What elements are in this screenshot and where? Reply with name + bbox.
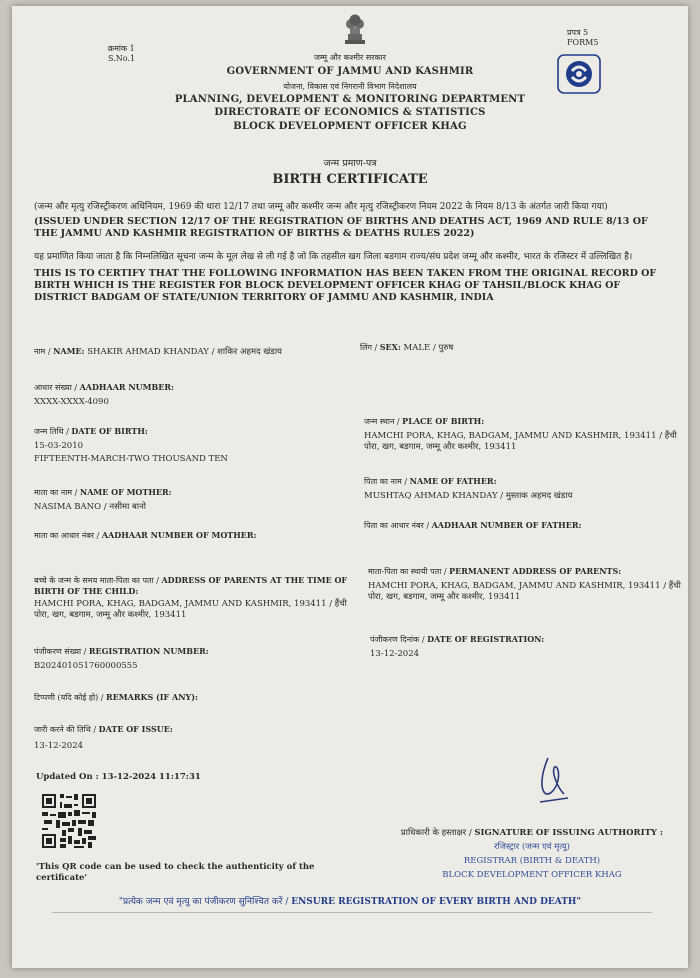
- father-aadhaar-field: पिता का आधार नंबर / AADHAAR NUMBER OF FATHER:: [364, 520, 582, 530]
- govt-hindi: जम्मू और कश्मीर सरकार: [313, 53, 387, 62]
- registrar-title: REGISTRAR (BIRTH & DEATH): [463, 856, 601, 866]
- serial-number: क्रमांक 1 S.No.1: [108, 44, 136, 63]
- certify-text: THIS IS TO CERTIFY THAT THE FOLLOWING INFORMATION HAS BEEN TAKEN FROM THE ORIGINAL RECORD OF BIRTH WHICH IS THE REGISTER FOR BLOCK DEVELOPMENT OFFICER KHAG OF TAHSIL/BLOCK KHAG OF DISTRICT BADGAM OF STATE/UNION TERRITORY OF JAMMU AND KASHMIR, INDIA: [34, 268, 657, 303]
- dob-field: जन्म तिथि / DATE OF BIRTH: 15-03-2010 FIFTEENTH-MARCH-TWO THOUSAND TEN: [34, 426, 228, 464]
- national-emblem-icon: [342, 10, 368, 46]
- footer-slogan: "प्रत्येक जन्म एवं मृत्यु का पंजीकरण सुनिश्चित करें / ENSURE REGISTRATION OF EVERY BIRTH AND DEATH": [118, 897, 582, 907]
- issued-under: (ISSUED UNDER SECTION 12/17 OF THE REGISTRATION OF BIRTHS AND DEATHS ACT, 1969 AND RULE 8/13 OF THE JAMMU AND KASHMIR REGISTRATION OF BIRTHS & DEATHS RULES 2022): [34, 216, 648, 239]
- registrar-hindi: रजिस्ट्रार (जन्म एवं मृत्यु): [494, 842, 570, 852]
- signature-icon: [534, 752, 574, 812]
- authority-signature-label: प्राधिकारी के हस्ताक्षर / SIGNATURE OF ISSUING AUTHORITY :: [400, 828, 664, 838]
- sex-field: लिंग / SEX: MALE / पुरुष: [360, 342, 454, 353]
- form-number: प्रपत्र 5 FORM5: [567, 28, 599, 47]
- dept-title: PLANNING, DEVELOPMENT & MONITORING DEPARTMENT: [174, 94, 526, 105]
- aadhaar-field: आधार संख्या / AADHAAR NUMBER: XXXX-XXXX-4090: [34, 382, 174, 407]
- name-field: नाम / NAME: SHAKIR AHMAD KHANDAY / शाकिर अहमद खंडाय: [34, 346, 282, 357]
- govt-title: GOVERNMENT OF JAMMU AND KASHMIR: [226, 66, 474, 77]
- qr-note: 'This QR code can be used to check the authenticity of the certificate': [36, 862, 315, 883]
- registration-number-field: पंजीकरण संख्या / REGISTRATION NUMBER: B202401051760000555: [34, 646, 209, 671]
- issued-under-hindi: (जन्म और मृत्यु रजिस्ट्रीकरण अधिनियम, 1969 की धारा 12/17 तथा जम्मू और कश्मीर जन्म और मृत्यु रजिस्ट्रीकरण नियम 2022 के नियम 8/13 के अंतर्गत जारी किया गया): [34, 202, 608, 212]
- directorate-title: DIRECTORATE OF ECONOMICS & STATISTICS: [214, 107, 486, 118]
- father-name-field: पिता का नाम / NAME OF FATHER: MUSHTAQ AHMAD KHANDAY / मुस्ताक अहमद खंडाय: [364, 476, 573, 501]
- mother-name-field: माता का नाम / NAME OF MOTHER: NASIMA BANO / नसीमा बानो: [34, 487, 172, 512]
- office-title: BLOCK DEVELOPMENT OFFICER KHAG: [233, 121, 467, 132]
- certificate-title: BIRTH CERTIFICATE: [272, 172, 428, 187]
- permanent-address-field: माता-पिता का स्थायी पता / PERMANENT ADDRESS OF PARENTS: HAMCHI PORA, KHAG, BADGAM, JAMMU AND KASHMIR, 193411 / हैंची पोरा, खग, बडगाम, जम्मू और कश्मीर, 193411: [368, 566, 681, 602]
- qr-code-icon[interactable]: [40, 792, 98, 850]
- dept-hindi: योजना, विकास एवं निगरानी विभाग निदेशालय: [283, 82, 417, 91]
- updated-on: Updated On : 13-12-2024 11:17:31: [36, 772, 201, 782]
- pob-field: जन्म स्थान / PLACE OF BIRTH: HAMCHI PORA, KHAG, BADGAM, JAMMU AND KASHMIR, 193411 / हैंची पोरा, खग, बडगाम, जम्मू और कश्मीर, 193411: [364, 416, 677, 452]
- certificate-sheet: [12, 6, 688, 968]
- remarks-field: टिप्पणी (यदि कोई हो) / REMARKS (IF ANY):: [34, 692, 198, 702]
- mother-aadhaar-field: माता का आधार नंबर / AADHAAR NUMBER OF MOTHER:: [34, 530, 257, 540]
- certify-hindi: यह प्रमाणित किया जाता है कि निम्नलिखित सूचना जन्म के मूल लेख से ली गई है जो कि तहसील खग जिला बडगाम राज्य/संघ प्रदेश जम्मू और कश्मीर, भारत के रजिस्टर में उल्लिखित है।: [34, 252, 633, 262]
- footer-divider: [52, 912, 652, 913]
- address-at-birth-field: बच्चे के जन्म के समय माता-पिता का पता / ADDRESS OF PARENTS AT THE TIME OF BIRTH OF THE CHILD: HAMCHI PORA, KHAG, BADGAM, JAMMU AND KASHMIR, 193411 / हैंची पोरा, खग, बडगाम, जम्मू और कश्मीर, 193411: [34, 575, 348, 620]
- title-hindi: जन्म प्रमाण-पत्र: [323, 158, 377, 169]
- registration-date-field: पंजीकरण दिनांक / DATE OF REGISTRATION: 13-12-2024: [370, 634, 545, 659]
- authority-office: BLOCK DEVELOPMENT OFFICER KHAG: [442, 870, 622, 880]
- issue-date-field: जारी करने की तिथि / DATE OF ISSUE: 13-12-2024: [34, 724, 173, 751]
